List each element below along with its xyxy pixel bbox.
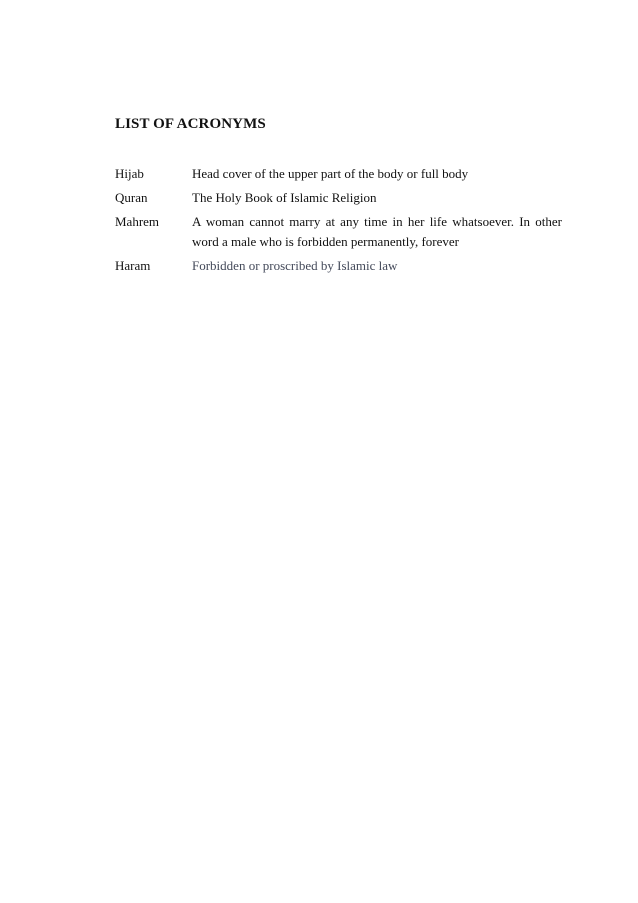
acronym-definition: A woman cannot marry at any time in her life whatsoever. In other word a male who is forbidden permanently, forever xyxy=(192,214,562,249)
acronym-term: Quran xyxy=(115,190,148,205)
list-item xyxy=(115,164,562,184)
acronym-definition: Forbidden or proscribed by Islamic law xyxy=(192,258,398,273)
page-title: LIST OF ACRONYMS xyxy=(115,116,266,132)
acronym-term: Hijab xyxy=(115,166,144,181)
acronym-definition: The Holy Book of Islamic Religion xyxy=(192,190,377,205)
list-item xyxy=(115,188,562,208)
acronym-term: Haram xyxy=(115,258,151,273)
acronym-list xyxy=(115,164,562,280)
acronym-definition: Head cover of the upper part of the body or full body xyxy=(192,166,469,181)
list-item xyxy=(115,212,562,252)
list-item xyxy=(115,256,562,276)
acronym-term: Mahrem xyxy=(115,214,160,229)
